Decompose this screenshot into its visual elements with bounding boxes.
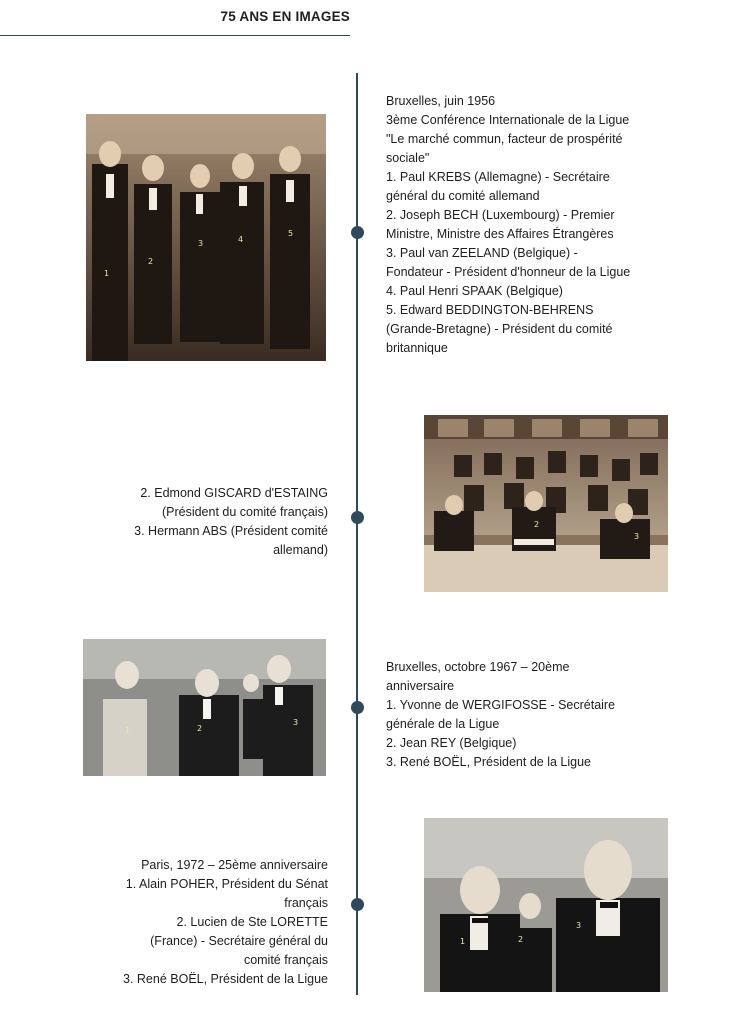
caption-line: 2. Edmond GISCARD d'ESTAING: [140, 486, 328, 500]
photo-label: 1: [104, 269, 110, 278]
caption-line: allemand): [273, 543, 328, 557]
photo-label: 2: [148, 257, 154, 266]
photo-label: 1: [460, 937, 466, 946]
caption-line: général du comité allemand: [386, 189, 540, 203]
photo-anniversary-1972: [424, 818, 668, 992]
caption-line: Fondateur - Président d'honneur de la Ligue: [386, 265, 631, 279]
caption-line: 2. Joseph BECH (Luxembourg) - Premier: [386, 208, 615, 222]
caption-line: 1. Yvonne de WERGIFOSSE - Secrétaire: [386, 698, 616, 712]
caption-line: 3. René BOËL, Président de la Ligue: [386, 755, 591, 769]
caption-line: 3. René BOËL, Président de la Ligue: [123, 972, 328, 986]
timeline-dot: [351, 898, 364, 911]
photo-label: 2: [534, 520, 540, 529]
caption-line: 5. Edward BEDDINGTON-BEHRENS: [386, 303, 594, 317]
header-rule: [0, 35, 350, 36]
caption-line: Paris, 1972 – 25ème anniversaire: [141, 858, 328, 872]
timeline-dot: [351, 701, 364, 714]
timeline-line: [356, 73, 358, 995]
photo-label: 3: [198, 239, 204, 248]
photo-anniversary-1967: [83, 639, 326, 776]
photo-label: 5: [288, 229, 294, 238]
caption-line: 3. Paul van ZEELAND (Belgique) -: [386, 246, 578, 260]
caption-line: générale de la Ligue: [386, 717, 500, 731]
caption-line: Bruxelles, octobre 1967 – 20ème: [386, 660, 570, 674]
photo-label: 1: [125, 726, 131, 735]
caption-line: Ministre, Ministre des Affaires Étrangères: [386, 227, 614, 241]
caption-1972: [123, 856, 328, 989]
caption-line: français: [284, 896, 328, 910]
page-title: 75 ANS EN IMAGES: [220, 9, 350, 24]
caption-line: anniversaire: [386, 679, 455, 693]
caption-1967: [386, 658, 615, 772]
photo-label: 3: [576, 921, 582, 930]
caption-line: Bruxelles, juin 1956: [386, 94, 496, 108]
caption-line: 2. Lucien de Ste LORETTE: [176, 915, 328, 929]
caption-line: 4. Paul Henri SPAAK (Belgique): [386, 284, 563, 298]
caption-line: (Président du comité français): [161, 505, 328, 519]
photo-label: 3: [293, 718, 299, 727]
caption-line: sociale": [386, 151, 430, 165]
photo-conference-1956: [86, 114, 326, 361]
photo-label: 2: [197, 724, 203, 733]
photo-label: 4: [238, 235, 244, 244]
caption-line: 3. Hermann ABS (Président comité: [134, 524, 328, 538]
timeline-dot: [351, 226, 364, 239]
caption-line: (France) - Secrétaire général du: [150, 934, 328, 948]
caption-line: 1. Paul KREBS (Allemagne) - Secrétaire: [386, 170, 610, 184]
caption-line: 2. Jean REY (Belgique): [386, 736, 517, 750]
caption-line: (Grande-Bretagne) - Président du comité: [386, 322, 613, 336]
caption-line: 1. Alain POHER, Président du Sénat: [125, 877, 328, 891]
caption-line: britannique: [386, 341, 448, 355]
timeline-dot: [351, 511, 364, 524]
photo-meeting-hall: [424, 415, 668, 592]
photo-label: 2: [518, 935, 524, 944]
caption-line: comité français: [243, 953, 328, 967]
photo-label: 3: [634, 532, 640, 541]
caption-1956: [386, 92, 630, 358]
caption-line: 3ème Conférence Internationale de la Ligue: [386, 113, 630, 127]
caption-line: "Le marché commun, facteur de prospérité: [386, 132, 623, 146]
caption-giscard: [134, 484, 328, 560]
